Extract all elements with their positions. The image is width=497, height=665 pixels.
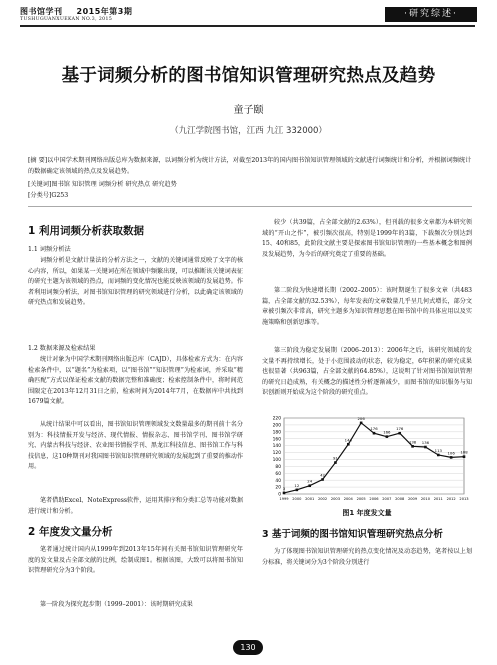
- chart-y-tick-label: 60: [275, 471, 281, 477]
- chart-x-tick-label: 2009: [407, 497, 418, 501]
- chart-point: [450, 456, 453, 459]
- abstract: [摘 要]以中国学术期刊网络出版总库为数据来源，以词频分析为统计方法，对截至2013年的国内图书馆知识管理领域的文献进行词频统计和分析，并根据词频统计的数据确定该领域的热点及发展趋势。: [28, 157, 472, 175]
- chart-y-tick-label: 140: [272, 444, 281, 450]
- chart-x-tick-label: 2000: [292, 497, 302, 501]
- section-3-paragraph: 为了体现图书馆知识管理研究的热点变化情况及动态趋势，笔者按以上划分标准，将关键词分为3个阶段分别进行: [262, 548, 472, 566]
- chart-data-label: 176: [370, 426, 378, 432]
- chart-point: [411, 445, 414, 448]
- chart-point: [347, 443, 350, 446]
- paper-title: 基于词频分析的图书馆知识管理研究热点及趋势: [61, 66, 436, 86]
- section-2-heading: 2 年度发文量分析: [28, 526, 113, 538]
- chart-y-tick-label: 120: [272, 451, 281, 457]
- section-1-2-paragraph-1: 统计对象为中国学术期刊网络出版总库（CAJD），具体检索方式为：在内容检索条件中，以“题名”为检索项，以“图书馆”“知识管理”为检索词，并采取“精确匹配”方式以保证检索文献的数据完整和准确度；检索控制条件中，将时间范围限定在2013年12月31日之前，检索时间为2014年7月，在数据库中共找到1679篇文献。: [28, 356, 243, 406]
- section-2-paragraph-2: 第一阶段为探究起步期（1999–2001）：该时期研究成果: [40, 601, 193, 608]
- chart-point: [373, 432, 376, 435]
- chart-x-tick-label: 2004: [343, 497, 353, 501]
- chart-data-labels: [283, 416, 468, 491]
- section-1-heading: 1 利用词频分析获取数据: [28, 225, 144, 237]
- page-number: 130: [233, 640, 263, 655]
- chart-x-tick-label: 2013: [459, 497, 469, 501]
- chart-data-label: 3: [282, 485, 286, 491]
- chart-point: [308, 484, 311, 487]
- chart-y-tick-label: 100: [272, 458, 281, 464]
- chart-y-ticks: [273, 416, 282, 498]
- chart-x-tick-label: 2012: [446, 497, 456, 501]
- chart-point: [424, 446, 427, 449]
- section-1-2-paragraph-3: 笔者借助Excel、NoteExpress软件，运用其排序和分类汇总等功能对数据进行统计和分析。: [28, 497, 243, 515]
- chart-data-label: 106: [447, 450, 455, 456]
- journal-english-name: TUSHUGUANXUEKAN NO.3, 2015: [20, 17, 113, 22]
- chart-y-tick-label: 220: [272, 416, 281, 422]
- chart-x-ticks: [279, 497, 468, 501]
- chart-point: [360, 422, 363, 425]
- chart-x-tick-label: 2003: [330, 497, 341, 501]
- chart-data-label: 113: [434, 447, 442, 453]
- chart-point: [463, 455, 466, 458]
- classification-number: [分类号]G253: [28, 192, 69, 199]
- chart-data-label: 108: [460, 449, 468, 455]
- chart-x-tick-label: 2002: [317, 497, 328, 501]
- annual-publications-chart: [262, 414, 472, 506]
- journal-name: 图书馆学刊: [20, 7, 63, 16]
- chart-data-label: 12: [294, 482, 300, 488]
- chart-data-label: 24: [307, 478, 313, 484]
- right-paragraph-3: 第三阶段为稳定发展期（2006–2013）：2006年之后，该研究领域的发文量不再持续增长，处于小范围波动的状态，较为稳定，6年积累的研究成果也很显著（共963篇，占全部文献的64.85%），这说明了针对图书馆知识管理的研究日趋成熟，有关概念的描述性分析逐渐减少，而图书馆的知识服务与知识创新则开始成为这个阶段的研究重点。: [262, 347, 472, 397]
- chart-y-tick-label: 200: [272, 423, 281, 429]
- journal-header: [20, 6, 132, 17]
- chart-y-tick-label: 20: [275, 485, 281, 491]
- chart-data-label: 176: [396, 426, 404, 432]
- chart-x-tick-label: 1999: [279, 497, 289, 501]
- header-rule: [20, 25, 475, 27]
- chart-x-tick-label: 2010: [420, 497, 431, 501]
- chart-y-tick-label: 160: [272, 437, 281, 443]
- section-1-2-paragraph-2: 从统计结果中可以看出，图书馆知识管理领域发文数量最多的期刊前十名分别为：科技情报开发与经济、现代情报、情报杂志、图书馆学刊、图书馆学研究、内蒙古科技与经济、农业图书情报学刊、黑龙江科技信息、图书馆工作与科技信息，这10种期刊对我国图书馆知识管理研究领域的发展起到了重要的推动作用。: [28, 421, 243, 471]
- chart-data-label: 144: [344, 437, 352, 443]
- chart-point: [398, 432, 401, 435]
- right-paragraph-2: 第二阶段为快速增长期（2002–2005）：该时期诞生了很多文章（共483篇，占全部文献的32.53%），每年发表的文章数量几乎呈几何式增长，部分文章被引频次非常高，研究主题多为知识管理思想在图书馆中的具体应用以及实施策略和创新思维等。: [262, 287, 472, 326]
- journal-issue: 2015年第3期: [76, 7, 133, 16]
- keywords: [关键词]图书馆 知识管理 词频分析 研究热点 研究趋势: [28, 181, 177, 188]
- section-1-1-heading: 1.1 词频分析法: [28, 246, 71, 253]
- section-1-1-paragraph: 词频分析是文献计量法的分析方法之一，文献的关键词通常反映了文字的核心内容，所以，如果某一关键词在所在领域中频繁出现，可以推断该关键词表征的研究主题为该领域的热点，而词频的变化情况也能反映该领域的发展趋势。作者利用词频分析法，对图书馆知识管理的研究领域进行分析，以此确定该领域的研究热点和发展趋势。: [28, 257, 243, 307]
- chart-y-tick-label: 80: [275, 464, 281, 470]
- section-3-heading: 3 基于词频的图书馆知识管理研究热点分析: [262, 529, 443, 540]
- chart-x-tick-label: 2001: [305, 497, 315, 501]
- chart-y-tick-label: 40: [275, 478, 281, 484]
- chart-point: [321, 478, 324, 481]
- chart-data-label: 91: [333, 455, 338, 461]
- chart-point: [334, 461, 337, 464]
- author: 童子颐: [233, 105, 264, 116]
- chart-data-label: 166: [383, 429, 391, 435]
- chart-x-tick-label: 2007: [382, 497, 392, 501]
- right-paragraph-1: 较少（共39篇，占全部文献的2.63%），但刊载的很多文章都为本研究领域的“开山之作”，被引频次很高，特别是1999年的3篇，下载频次分别达到15、40和85，此阶段文献主要是探索图书馆知识管理的一些基本概念和图例及发展趋势，为今后的研究奠定了重要的基础。: [262, 219, 472, 258]
- chart-data-label: 136: [421, 440, 430, 446]
- chart-point: [283, 492, 286, 495]
- section-badge: ·研究综述·: [385, 7, 477, 22]
- abstract-divider: [28, 206, 472, 207]
- chart-y-tick-label: 180: [272, 430, 281, 436]
- affiliation: （九江学院图书馆，江西 九江 332000）: [170, 126, 327, 136]
- chart-data-label: 138: [408, 439, 417, 445]
- chart-x-tick-label: 2008: [395, 497, 405, 501]
- figure-caption: 图1 年度发文量: [342, 509, 392, 517]
- chart-data-label: 206: [357, 415, 365, 421]
- chart-x-tick-label: 2011: [433, 497, 443, 501]
- chart-point: [437, 454, 440, 457]
- chart-data-label: 42: [320, 472, 325, 478]
- chart-x-tick-label: 2005: [356, 497, 366, 501]
- chart-point: [296, 489, 299, 492]
- section-1-2-heading: 1.2 数据来源及检索结果: [28, 345, 96, 352]
- section-2-paragraph-1: 笔者通过统计国内从1999年到2013年15年间有关图书馆知识管理研究年度的发文量及占全部文献的比例，绘制成图1。根据该图，大致可以将图书馆知识管理研究分为3个阶段。: [28, 546, 243, 575]
- chart-x-tick-label: 2006: [369, 497, 379, 501]
- chart-y-tick-label: 0: [278, 492, 281, 498]
- chart-point: [386, 435, 389, 438]
